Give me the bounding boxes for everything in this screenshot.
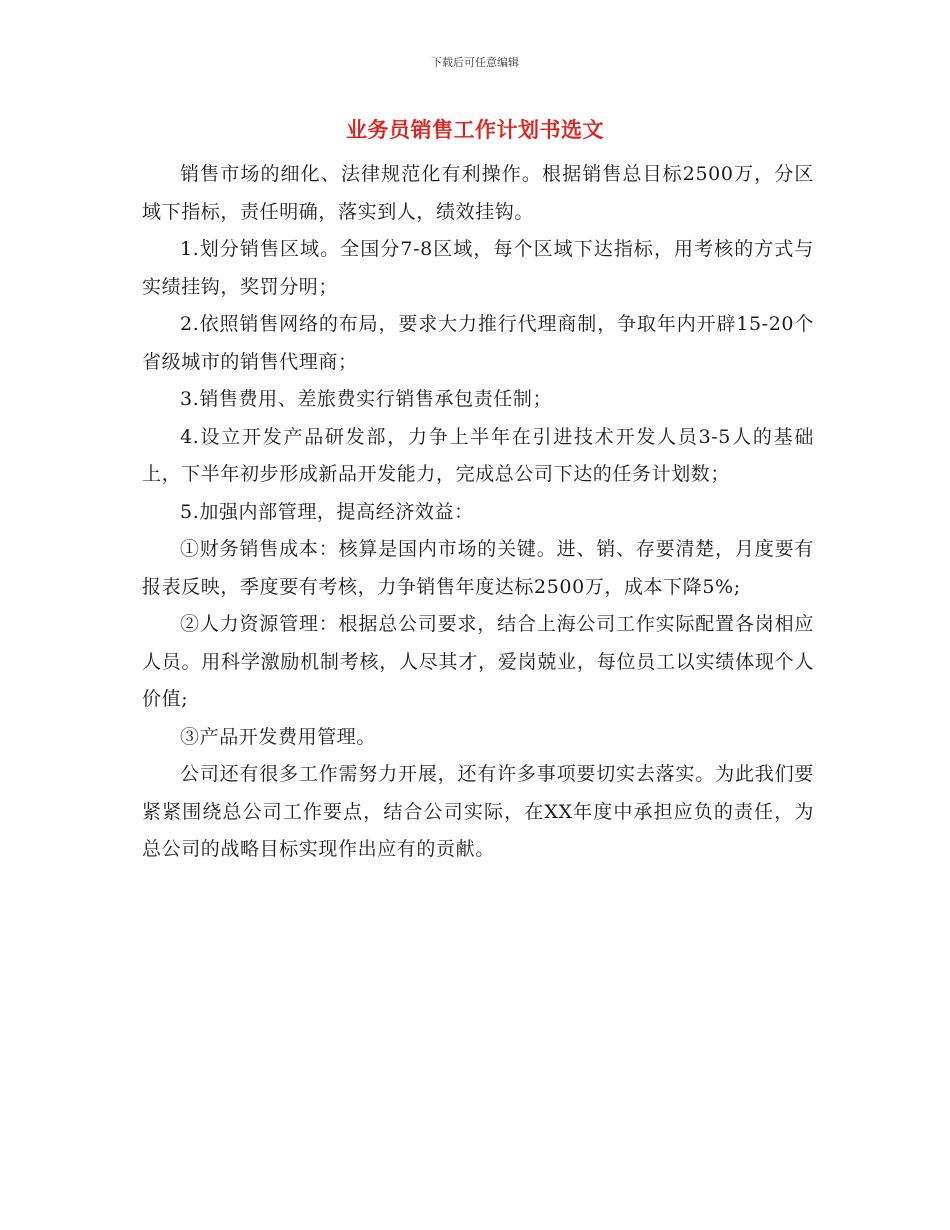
paragraph-item-2: 2.依照销售网络的布局，要求大力推行代理商制，争取年内开辟15-20个省级城市的销售代理商； [142,313,814,373]
paragraph-subitem-3: ③产品开发费用管理。 [180,725,377,748]
paragraph-subitem-1: ①财务销售成本：核算是国内市场的关键。进、销、存要清楚，月度要有报表反映，季度要有考核，力争销售年度达标2500万，成本下降5%; [142,538,814,598]
document-body [142,156,814,869]
paragraph-subitem-2: ②人力资源管理：根据总公司要求，结合上海公司工作实际配置各岗相应人员。用科学激励机制考核，人尽其才，爱岗兢业，每位员工以实绩体现个人价值; [142,613,814,710]
page-header-note: 下载后可任意编辑 [431,56,519,69]
paragraph-item-3: 3.销售费用、差旅费实行销售承包责任制； [180,388,553,410]
paragraph-intro: 销售市场的细化、法律规范化有利操作。根据销售总目标2500万，分区域下指标，责任明确，落实到人，绩效挂钩。 [142,163,814,223]
paragraph-conclusion: 公司还有很多工作需努力开展，还有许多事项要切实去落实。为此我们要紧紧围绕总公司工作要点，结合公司实际，在XX年度中承担应负的责任，为总公司的战略目标实现作出应有的贡献。 [142,763,814,860]
paragraph-item-5: 5.加强内部管理，提高经济效益： [180,500,474,523]
document-title: 业务员销售工作计划书选文 [346,118,604,142]
paragraph-item-4: 4.设立开发产品研发部，力争上半年在引进技术开发人员3-5人的基础上，下半年初步形成新品开发能力，完成总公司下达的任务计划数； [142,425,814,485]
paragraph-item-1: 1.划分销售区域。全国分7-8区域，每个区域下达指标，用考核的方式与实绩挂钩，奖罚分明； [142,238,814,298]
